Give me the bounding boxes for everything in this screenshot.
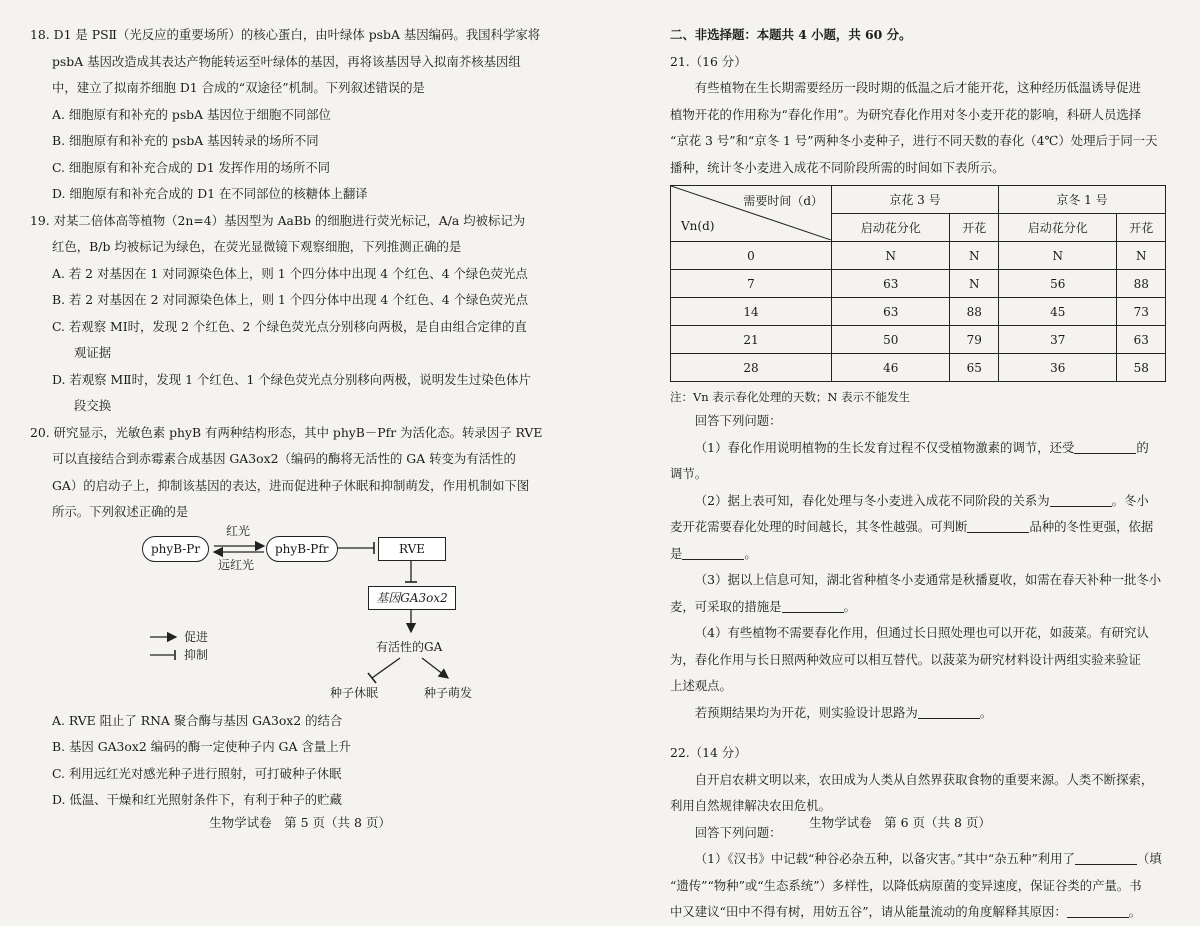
- table-row: [671, 270, 1166, 298]
- table-cell: 63: [1117, 326, 1166, 354]
- q22-part1-cont: “遗传”“物种”或“生态系统”）多样性，以降低病原菌的变异速度，保证谷类的产量。书: [670, 877, 1142, 893]
- q22-intro: 利用自然规律解决农田危机。: [670, 798, 832, 813]
- table-cell: 65: [950, 354, 999, 382]
- table-cell: 45: [998, 298, 1116, 326]
- corner-bottom-label: Vn(d): [681, 219, 715, 233]
- q21-intro: 有些植物在生长期需要经历一段时期的低温之后才能开花，这种经历低温诱导促进: [694, 80, 1141, 95]
- q22-part1-text: 中又建议“田中不得有树，用妨五谷”，请从能量流动的角度解释其原因：: [670, 904, 1067, 919]
- q20-option-b: B. 基因 GA3ox2 编码的酶一定使种子内 GA 含量上升: [52, 739, 351, 754]
- table-cell: 0: [671, 242, 832, 270]
- q21-part4-cont: 上述观点。: [670, 678, 732, 693]
- corner-top-label: 需要时间（d）: [743, 194, 823, 208]
- table-cell: 37: [998, 326, 1116, 354]
- page-footer: 生物学试卷 第 5 页（共 8 页）: [209, 815, 391, 830]
- table-cell: 14: [671, 298, 832, 326]
- q19-line: 红色，B/b 均被标记为绿色，在荧光显微镜下观察细胞，下列推测正确的是: [52, 239, 462, 254]
- table-cell: N: [1117, 242, 1166, 270]
- q18-option-c: C. 细胞原有和补充合成的 D1 发挥作用的场所不同: [52, 159, 331, 175]
- q21-part3-cont: [670, 594, 1178, 621]
- mechanism-diagram: [142, 523, 502, 702]
- table-row: [671, 298, 1166, 326]
- q21-part4-cont: [670, 700, 1178, 727]
- answer-blank[interactable]: [1050, 492, 1112, 507]
- q19-option-b: B. 若 2 对基因在 2 对同源染色体上，则 1 个四分体中出现 4 个红色、4 个绿色荧光点: [52, 292, 528, 307]
- question-20: [30, 420, 578, 814]
- table-row: [671, 326, 1166, 354]
- left-page: [0, 0, 600, 849]
- q21-intro: “京花 3 号”和“京冬 1 号”两种冬小麦种子，进行不同天数的春化（4℃）处理后于同一天: [670, 133, 1158, 148]
- phyb-pfr-node: phyB-Pfr: [266, 536, 338, 562]
- table-note: 注：Vn 表示春化处理的天数；N 表示不能发生: [670, 390, 911, 404]
- q22-intro: 自开启农耕文明以来，农田成为人类从自然界获取食物的重要来源。人类不断探索，: [694, 771, 1154, 787]
- q19-option-c: C. 若观察 MⅠ时，发现 2 个红色、2 个绿色荧光点分别移向两极，是自由组合定律的直: [52, 318, 527, 334]
- q22-part1: [670, 846, 1178, 873]
- table-row: [671, 242, 1166, 270]
- vernalization-table: [670, 185, 1166, 382]
- q21-part3: （3）据以上信息可知，湖北省种植冬小麦通常是秋播夏收，如需在春天补种一批冬小: [694, 572, 1162, 587]
- q19-option-d-cont: 段交换: [74, 398, 112, 413]
- table-sub-header: 开花: [1117, 214, 1166, 242]
- q18-line: psbA 基因改造成其表达产物能转运至叶绿体的基因，再将该基因导入拟南芥核基因组: [52, 53, 521, 69]
- legend-inhibit-label: 抑制: [184, 647, 209, 662]
- table-cell: N: [950, 270, 999, 298]
- table-cell: 46: [832, 354, 950, 382]
- q21-part2-text: 是: [670, 545, 683, 561]
- table-cell: 58: [1117, 354, 1166, 382]
- question-19: [30, 208, 578, 420]
- q21-part1-text: 的: [1136, 439, 1149, 455]
- answer-blank[interactable]: [1075, 850, 1137, 865]
- q21-part3-text: 。: [843, 598, 856, 614]
- q21-part2-cont: [670, 541, 1178, 568]
- q21-part2-text: 麦开花需要春化处理的时间越长，其冬性越强。可判断: [670, 519, 968, 534]
- table-sub-header: 启动花分化: [832, 214, 950, 242]
- q22-part1-text: （填: [1136, 851, 1162, 866]
- table-group-header: 京花 3 号: [832, 186, 999, 214]
- q20-line: 所示。下列叙述正确的是: [52, 504, 189, 519]
- table-cell: 88: [950, 298, 999, 326]
- table-cell: 7: [671, 270, 832, 298]
- q21-part4-text: 若预期结果均为开花，则实验设计思路为: [694, 704, 918, 720]
- table-cell: 28: [671, 354, 832, 382]
- q22-part1-cont: [670, 899, 1178, 926]
- table-cell: 50: [832, 326, 950, 354]
- q20-line: 可以直接结合到赤霉素合成基因 GA3ox2（编码的酶将无活性的 GA 转变为有活性的: [52, 451, 516, 466]
- q20-option-c: C. 利用远红光对感光种子进行照射，可打破种子休眠: [52, 765, 342, 781]
- q22-answer-intro: 回答下列问题：: [694, 824, 782, 840]
- table-row: [671, 354, 1166, 382]
- table-cell: 63: [832, 270, 950, 298]
- q21-intro: 播种，统计冬小麦进入成花不同阶段所需的时间如下表所示。: [670, 159, 1005, 175]
- table-cell: 88: [1117, 270, 1166, 298]
- table-cell: 63: [832, 298, 950, 326]
- q21-intro: 植物开花的作用称为“春化作用”。为研究春化作用对冬小麦开花的影响，科研人员选择: [670, 106, 1142, 122]
- q19-line: 19. 对某二倍体高等植物（2n=4）基因型为 AaBb 的细胞进行荧光标记，A/a 均被标记为: [30, 212, 526, 228]
- q19-option-d: D. 若观察 MⅡ时，发现 1 个红色、1 个绿色荧光点分别移向两极，说明发生过染色体片: [52, 371, 531, 387]
- table-cell: N: [998, 242, 1116, 270]
- right-page: [600, 0, 1200, 919]
- table-cell: 21: [671, 326, 832, 354]
- q22-part1-text: 。: [1128, 904, 1142, 919]
- table-sub-header: 启动花分化: [998, 214, 1116, 242]
- table-corner-cell: [671, 186, 832, 242]
- q18-option-d: D. 细胞原有和补充合成的 D1 在不同部位的核糖体上翻译: [52, 186, 368, 201]
- q18-option-b: B. 细胞原有和补充的 psbA 基因转录的场所不同: [52, 133, 319, 148]
- red-light-label: 红光: [226, 523, 251, 538]
- table-cell: N: [950, 242, 999, 270]
- q21-part2-text: 。: [744, 545, 757, 561]
- q21-part4-text: 。: [979, 704, 993, 720]
- answer-blank[interactable]: [918, 704, 980, 719]
- q18-line: 18. D1 是 PSⅡ（光反应的重要场所）的核心蛋白，由叶绿体 psbA 基因编码。我国科学家将: [30, 27, 541, 42]
- seed-germination-node: 种子萌发: [424, 685, 473, 700]
- q21-part2-text: 。冬小: [1111, 492, 1149, 508]
- answer-blank[interactable]: [682, 545, 744, 560]
- answer-blank[interactable]: [967, 518, 1029, 533]
- q20-line: 20. 研究显示，光敏色素 phyB 有两种结构形态，其中 phyB－Pfr 为活化态。转录因子 RVE: [30, 424, 543, 440]
- q21-part2-text: （2）据上表可知，春化处理与冬小麦进入成花不同阶段的关系为: [694, 492, 1050, 508]
- q18-option-a: A. 细胞原有和补充的 psbA 基因位于细胞不同部位: [52, 106, 331, 122]
- phyb-pr-node: phyB-Pr: [142, 536, 209, 562]
- q22-part1-text: （1）《汉书》中记载“种谷必杂五种，以备灾害。”其中“杂五种”利用了: [694, 851, 1075, 866]
- q21-answer-intro: 回答下列问题：: [694, 413, 782, 428]
- q21-part3-text: 麦，可采取的措施是: [670, 598, 782, 614]
- q21-part1: [670, 435, 1178, 462]
- page-footer: 生物学试卷 第 6 页（共 8 页）: [809, 815, 991, 830]
- question-18: [30, 22, 578, 208]
- q21-part1-cont: 调节。: [670, 466, 708, 481]
- q20-line: GA）的启动子上，抑制该基因的表达，进而促进种子休眠和抑制萌发，作用机制如下图: [52, 477, 530, 493]
- q18-line: 中，建立了拟南芥细胞 D1 合成的“双途径”机制。下列叙述错误的是: [52, 80, 425, 95]
- far-red-light-label: 远红光: [218, 557, 255, 572]
- q21-part2: [670, 488, 1178, 515]
- legend-promote-label: 促进: [184, 629, 209, 644]
- seed-dormancy-node: 种子休眠: [330, 685, 379, 700]
- q19-option-c-cont: 观证据: [74, 345, 112, 360]
- table-group-header: 京冬 1 号: [998, 186, 1165, 214]
- q21-part2-text: 品种的冬性更强，依据: [1029, 519, 1154, 534]
- q22-title: 22.（14 分）: [670, 745, 747, 760]
- q19-option-a: A. 若 2 对基因在 1 对同源染色体上，则 1 个四分体中出现 4 个红色、4 个绿色荧光点: [52, 265, 528, 281]
- answer-blank[interactable]: [1067, 903, 1129, 918]
- table-cell: 79: [950, 326, 999, 354]
- q21-part4: （4）有些植物不需要春化作用，但通过长日照处理也可以开花，如菠菜。有研究认: [694, 625, 1149, 640]
- q20-option-a: A. RVE 阻止了 RNA 聚合酶与基因 GA3ox2 的结合: [52, 712, 343, 728]
- q21-part1-text: （1）春化作用说明植物的生长发育过程不仅受植物激素的调节，还受: [694, 439, 1075, 455]
- active-ga-node: 有活性的GA: [376, 639, 443, 654]
- gene-ga3ox2-node: 基因GA3ox2: [368, 586, 456, 610]
- section-heading: 二、非选择题：本题共 4 小题，共 60 分。: [670, 27, 912, 42]
- answer-blank[interactable]: [782, 598, 844, 613]
- table-cell: N: [832, 242, 950, 270]
- table-sub-header: 开花: [950, 214, 999, 242]
- q21-part4-cont: 为，春化作用与长日照两种效应可以相互替代。以菠菜为研究材料设计两组实验来验证: [670, 651, 1141, 667]
- table-cell: 56: [998, 270, 1116, 298]
- answer-blank[interactable]: [1074, 439, 1136, 454]
- table-cell: 73: [1117, 298, 1166, 326]
- q20-option-d: D. 低温、干燥和红光照射条件下，有利于种子的贮藏: [52, 792, 342, 807]
- table-cell: 36: [998, 354, 1116, 382]
- rve-node: RVE: [378, 537, 446, 561]
- q21-part2-cont: [670, 514, 1178, 541]
- q21-title: 21.（16 分）: [670, 53, 747, 69]
